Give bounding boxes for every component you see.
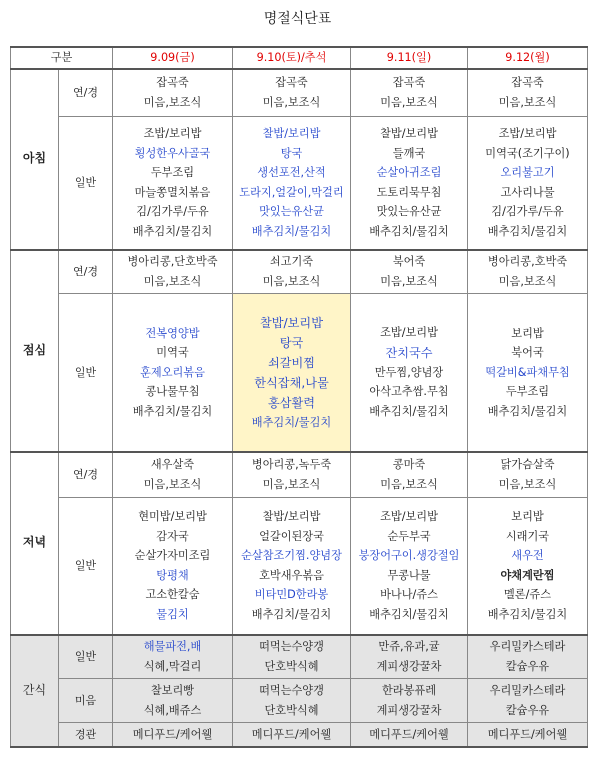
menu-item: 해물파전,배 (143, 640, 202, 654)
meal-row (11, 723, 588, 747)
meal-row (11, 69, 588, 117)
menu-item: 미음,보조식 (380, 274, 438, 288)
menu-item: 미역국(조기구이) (485, 146, 570, 160)
date-header: 9.12(월) (468, 47, 588, 69)
menu-cell (233, 117, 351, 250)
menu-cell (233, 452, 351, 498)
menu-item: 오리불고기 (500, 166, 555, 180)
menu-item: 미역국 (156, 346, 189, 359)
menu-cell (351, 294, 468, 452)
menu-cell (233, 250, 351, 294)
menu-item: 배추김치/물김치 (251, 224, 332, 238)
menu-cell (233, 294, 351, 452)
menu-item: 미음,보조식 (262, 274, 321, 288)
menu-cell (113, 635, 233, 679)
menu-cell (468, 117, 588, 250)
menu-item: 호박새우볶음 (259, 568, 324, 582)
header-row (11, 47, 588, 69)
menu-item: 보리밥 (511, 326, 544, 340)
menu-cell (233, 679, 351, 723)
menu-item: 미음,보조식 (143, 95, 202, 109)
menu-item: 도토리묵무침 (376, 185, 442, 199)
menu-item: 조밥/보리밥 (143, 127, 202, 141)
meal-type: 점심 (11, 250, 59, 452)
diet-type-label: 연/경 (59, 69, 113, 117)
meal-row (11, 250, 588, 294)
menu-cell (468, 452, 588, 498)
menu-item: 탕국 (280, 146, 303, 160)
menu-item: 미음,보조식 (262, 95, 321, 109)
menu-item: 새우살죽 (150, 458, 195, 472)
menu-item: 김/김가루/두유 (491, 205, 564, 219)
menu-item: 홍삼활력 (267, 395, 316, 410)
menu-item: 단호박식혜 (264, 703, 319, 717)
menu-item: 떡갈비&파채무침 (485, 365, 570, 379)
menu-item: 보리밥 (511, 510, 544, 524)
menu-item: 우리밀카스테라 (489, 684, 566, 697)
menu-item: 배추김치/물김치 (132, 404, 213, 418)
diet-type-label: 연/경 (59, 250, 113, 294)
menu-item: 떠먹는수양갱 (259, 684, 324, 697)
menu-item: 도라지,얼갈이,막걸리 (239, 185, 344, 199)
diet-type-label: 미음 (59, 679, 113, 723)
menu-item: 잡곡죽 (511, 76, 544, 90)
menu-item: 계피생강꿀차 (376, 659, 442, 673)
menu-item: 조밥/보리밥 (380, 510, 438, 524)
menu-cell (113, 679, 233, 723)
menu-item: 배추김치/물김치 (369, 607, 449, 621)
date-header: 9.10(토)/추석 (233, 47, 351, 69)
menu-item: 생선포전,산적 (257, 166, 326, 180)
menu-item: 새우전 (511, 549, 544, 563)
menu-item: 현미밥/보리밥 (138, 510, 207, 524)
menu-cell (351, 498, 468, 635)
menu-cell (233, 498, 351, 635)
menu-item: 바나나/쥬스 (380, 588, 438, 602)
menu-item: 병아리콩,단호박죽 (127, 255, 218, 269)
date-header: 9.11(일) (351, 47, 468, 69)
menu-item: 배추김치/물김치 (369, 224, 449, 238)
menu-cell (113, 723, 233, 747)
menu-item: 고소한칼숨 (145, 588, 200, 602)
menu-item: 한라봉퓨레 (381, 684, 437, 697)
menu-cell (351, 452, 468, 498)
menu-item: 붕장어구이.생강절임 (358, 549, 460, 563)
menu-cell (113, 294, 233, 452)
menu-cell (351, 250, 468, 294)
menu-cell (351, 635, 468, 679)
menu-item: 우리밀카스테라 (489, 640, 566, 654)
menu-cell (351, 679, 468, 723)
meal-schedule-table (10, 46, 588, 748)
menu-cell (468, 498, 588, 635)
menu-item: 조밥/보리밥 (498, 127, 557, 141)
menu-item: 칼슘우유 (505, 703, 550, 717)
menu-item: 물김치 (156, 607, 189, 621)
meal-row (11, 117, 588, 250)
diet-type-label: 일반 (59, 294, 113, 452)
menu-item: 닭가슴살죽 (500, 458, 555, 472)
header-label: 구분 (11, 47, 113, 69)
menu-item: 훈제오리볶음 (140, 365, 205, 379)
menu-item: 두부조림 (505, 385, 550, 398)
menu-item: 찰밥/보리밥 (262, 127, 321, 141)
menu-item: 잡곡죽 (156, 76, 189, 90)
meal-row (11, 452, 588, 498)
menu-item: 식혜,배쥬스 (143, 703, 202, 717)
meal-row (11, 294, 588, 452)
menu-item: 미음,보조식 (143, 274, 202, 288)
menu-item: 순두부국 (387, 529, 431, 543)
menu-item: 잡곡죽 (275, 76, 308, 90)
menu-item: 시래기국 (505, 529, 550, 543)
menu-item: 야채계란찜 (500, 568, 555, 582)
menu-item: 칼슘우유 (505, 659, 550, 673)
menu-item: 미음,보조식 (498, 95, 557, 109)
menu-item: 김/김가루/두유 (136, 205, 209, 219)
menu-item: 찰밥/보리밥 (380, 127, 438, 141)
menu-cell (468, 723, 588, 747)
menu-item: 조밥/보리밥 (380, 326, 438, 340)
menu-item: 찰밥/보리밥 (262, 510, 321, 524)
menu-item: 들깨국 (392, 146, 426, 160)
menu-cell (233, 635, 351, 679)
menu-item: 찰밥/보리밥 (260, 315, 323, 330)
menu-item: 무콩나물 (387, 568, 431, 582)
meal-type: 아침 (11, 69, 59, 250)
diet-type-label: 경관 (59, 723, 113, 747)
diet-type-label: 일반 (59, 117, 113, 250)
menu-cell (351, 69, 468, 117)
menu-cell (113, 250, 233, 294)
menu-item: 쇠갈비찜 (267, 355, 316, 370)
menu-item: 병아리콩,호박죽 (487, 255, 568, 269)
menu-cell (351, 117, 468, 250)
menu-item: 배추김치/물김치 (251, 607, 332, 621)
menu-item: 탕평채 (156, 568, 189, 582)
menu-item: 얼갈이된장국 (259, 529, 324, 543)
menu-item: 식혜,막걸리 (143, 659, 202, 673)
menu-item: 미음,보조식 (262, 477, 321, 491)
menu-item: 아삭고추쌈.무침 (369, 385, 449, 399)
date-header: 9.09(금) (113, 47, 233, 69)
menu-item: 멜론/쥬스 (504, 588, 551, 602)
page-title: 명절식단표 (263, 11, 332, 27)
meal-row (11, 498, 588, 635)
menu-item: 쇠고기죽 (269, 255, 314, 269)
menu-item: 잡곡죽 (392, 76, 426, 90)
menu-item: 한식잡채,나물 (254, 375, 329, 390)
diet-type-label: 연/경 (59, 452, 113, 498)
menu-item: 병아리콩,녹두죽 (251, 458, 332, 472)
menu-item: 순살가자미조림 (134, 549, 211, 563)
menu-item: 순살아귀조림 (376, 166, 442, 180)
menu-cell (351, 723, 468, 747)
menu-cell (468, 635, 588, 679)
meal-type: 간식 (11, 635, 59, 747)
menu-item: 콩마죽 (392, 458, 426, 472)
menu-cell (113, 498, 233, 635)
menu-item: 메디푸드/케어웰 (369, 727, 449, 741)
menu-item: 만쥬,유과,귤 (378, 640, 440, 654)
diet-type-label: 일반 (59, 498, 113, 635)
menu-item: 잔치국수 (385, 345, 433, 360)
menu-item: 비타민D한라봉 (254, 588, 329, 602)
menu-item: 북어국 (511, 346, 544, 359)
menu-cell (468, 679, 588, 723)
menu-item: 순살참조기찜.양념장 (241, 549, 342, 563)
menu-item: 배추김치/물김치 (487, 607, 568, 621)
menu-item: 계피생강꿀차 (376, 703, 442, 717)
meal-row (11, 679, 588, 723)
menu-item: 마늘쫑멸치볶음 (134, 185, 211, 199)
menu-item: 배추김치/물김치 (251, 415, 332, 429)
menu-item: 배추김치/물김치 (369, 404, 449, 418)
menu-item: 단호박식혜 (264, 659, 319, 673)
meal-type: 저녁 (11, 452, 59, 635)
menu-item: 만두찜,양념장 (374, 365, 444, 379)
menu-item: 고사리나물 (500, 185, 555, 199)
diet-type-label: 일반 (59, 635, 113, 679)
meal-row (11, 635, 588, 679)
menu-item: 찰보리빵 (150, 684, 195, 697)
menu-item: 탕국 (279, 335, 304, 350)
menu-item: 미음,보조식 (143, 477, 202, 491)
menu-item: 감자국 (156, 529, 189, 543)
menu-item: 맛있는유산균 (376, 205, 442, 219)
menu-item: 횡성한우사골국 (134, 146, 211, 160)
menu-item: 미음,보조식 (498, 477, 557, 491)
menu-item: 떠먹는수양갱 (259, 640, 324, 654)
menu-item: 북어죽 (392, 255, 426, 269)
menu-item: 메디푸드/케어웰 (132, 727, 213, 741)
menu-cell (233, 723, 351, 747)
menu-cell (113, 452, 233, 498)
menu-cell (468, 250, 588, 294)
menu-item: 미음,보조식 (498, 274, 557, 288)
menu-item: 배추김치/물김치 (132, 224, 213, 238)
menu-item: 배추김치/물김치 (487, 224, 568, 238)
menu-item: 맛있는유산균 (259, 205, 324, 219)
menu-cell (113, 117, 233, 250)
menu-cell (468, 294, 588, 452)
menu-cell (233, 69, 351, 117)
menu-item: 배추김치/물김치 (487, 404, 568, 418)
menu-item: 콩나물무침 (145, 385, 200, 398)
menu-item: 미음,보조식 (380, 95, 438, 109)
menu-item: 두부조림 (150, 166, 195, 180)
menu-item: 미음,보조식 (380, 477, 438, 491)
menu-item: 메디푸드/케어웰 (251, 727, 332, 741)
menu-cell (468, 69, 588, 117)
menu-item: 전복영양밥 (145, 326, 200, 340)
menu-item: 메디푸드/케어웰 (487, 727, 568, 741)
menu-cell (113, 69, 233, 117)
